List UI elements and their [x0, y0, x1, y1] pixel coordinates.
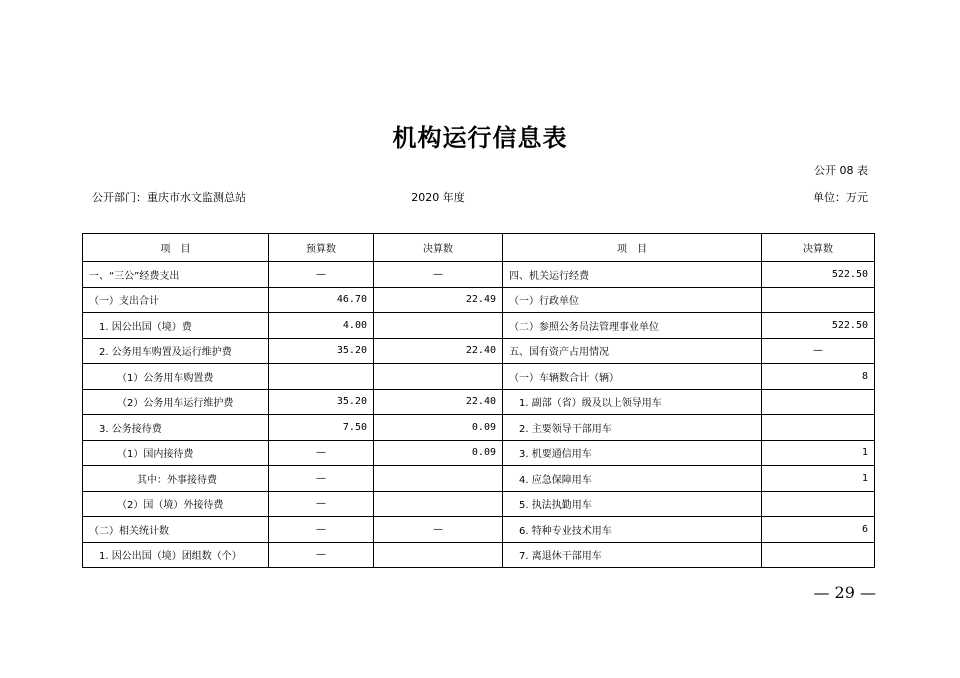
table-cell: （二）参照公务员法管理事业单位	[503, 313, 762, 339]
table-cell: 五、国有资产占用情况	[503, 338, 762, 364]
table-cell: 4. 应急保障用车	[503, 466, 762, 492]
table-cell: （一）车辆数合计（辆）	[503, 364, 762, 390]
table-cell: （一）行政单位	[503, 287, 762, 313]
department-label: 公开部门：重庆市水文监测总站	[92, 191, 246, 204]
table-cell: 6	[762, 517, 875, 543]
table-row	[83, 338, 875, 364]
table-row	[83, 364, 875, 390]
table-cell: 其中：外事接待费	[83, 466, 269, 492]
operation-info-table	[82, 233, 875, 568]
table-row	[83, 466, 875, 492]
table-row	[83, 287, 875, 313]
table-row	[83, 262, 875, 288]
table-cell	[374, 491, 503, 517]
table-cell: —	[269, 440, 374, 466]
table-cell: 35.20	[269, 389, 374, 415]
table-cell: 8	[762, 364, 875, 390]
table-row	[83, 491, 875, 517]
table-cell: 522.50	[762, 262, 875, 288]
page-number: — 29 —	[813, 583, 876, 602]
table-cell: 22.40	[374, 338, 503, 364]
table-cell	[762, 389, 875, 415]
table-cell: （2）公务用车运行维护费	[83, 389, 269, 415]
column-header: 项 目	[503, 234, 762, 262]
table-cell	[762, 415, 875, 441]
column-header: 项 目	[83, 234, 269, 262]
table-cell	[762, 491, 875, 517]
unit-label: 单位：万元	[813, 191, 868, 204]
table-header-row	[83, 234, 875, 262]
table-cell: 1. 副部（省）级及以上领导用车	[503, 389, 762, 415]
table-cell: 4.00	[269, 313, 374, 339]
table-cell: 1. 因公出国（境）团组数（个）	[83, 542, 269, 568]
table-cell: —	[269, 466, 374, 492]
table-cell: 1. 因公出国（境）费	[83, 313, 269, 339]
table-cell: 22.49	[374, 287, 503, 313]
table-cell: 522.50	[762, 313, 875, 339]
table-cell: （2）国（境）外接待费	[83, 491, 269, 517]
table-cell: 2. 主要领导干部用车	[503, 415, 762, 441]
table-cell: 1	[762, 466, 875, 492]
table-cell: 0.09	[374, 415, 503, 441]
page-title: 机构运行信息表	[392, 124, 568, 152]
table-cell: （二）相关统计数	[83, 517, 269, 543]
table-cell	[374, 542, 503, 568]
table-cell: 一、“三公”经费支出	[83, 262, 269, 288]
table-cell: 2. 公务用车购置及运行维护费	[83, 338, 269, 364]
column-header: 决算数	[374, 234, 503, 262]
table-cell: —	[374, 517, 503, 543]
table-cell: —	[269, 262, 374, 288]
table-cell: 0.09	[374, 440, 503, 466]
table-cell: 46.70	[269, 287, 374, 313]
table-cell	[762, 287, 875, 313]
table-cell: 7. 离退休干部用车	[503, 542, 762, 568]
table-cell: —	[762, 338, 875, 364]
table-cell: 7.50	[269, 415, 374, 441]
table-cell: （1）公务用车购置费	[83, 364, 269, 390]
table-cell: 四、机关运行经费	[503, 262, 762, 288]
table-row	[83, 415, 875, 441]
table-cell: 35.20	[269, 338, 374, 364]
year-label: 2020 年度	[411, 191, 465, 204]
table-row	[83, 517, 875, 543]
table-cell: —	[374, 262, 503, 288]
table-cell: —	[269, 542, 374, 568]
table-cell	[762, 542, 875, 568]
table-row	[83, 440, 875, 466]
table-cell: 3. 机要通信用车	[503, 440, 762, 466]
table-cell: 22.40	[374, 389, 503, 415]
table-cell: 5. 执法执勤用车	[503, 491, 762, 517]
table-row	[83, 542, 875, 568]
table-cell: 3. 公务接待费	[83, 415, 269, 441]
table-cell: 6. 特种专业技术用车	[503, 517, 762, 543]
table-cell	[374, 466, 503, 492]
column-header: 预算数	[269, 234, 374, 262]
table-cell: （一）支出合计	[83, 287, 269, 313]
table-row	[83, 313, 875, 339]
table-cell	[374, 313, 503, 339]
form-number: 公开 08 表	[814, 164, 868, 177]
table-cell	[374, 364, 503, 390]
table-cell: （1）国内接待费	[83, 440, 269, 466]
table-cell	[269, 364, 374, 390]
column-header: 决算数	[762, 234, 875, 262]
table-cell: 1	[762, 440, 875, 466]
table-row	[83, 389, 875, 415]
table-cell: —	[269, 491, 374, 517]
table-cell: —	[269, 517, 374, 543]
